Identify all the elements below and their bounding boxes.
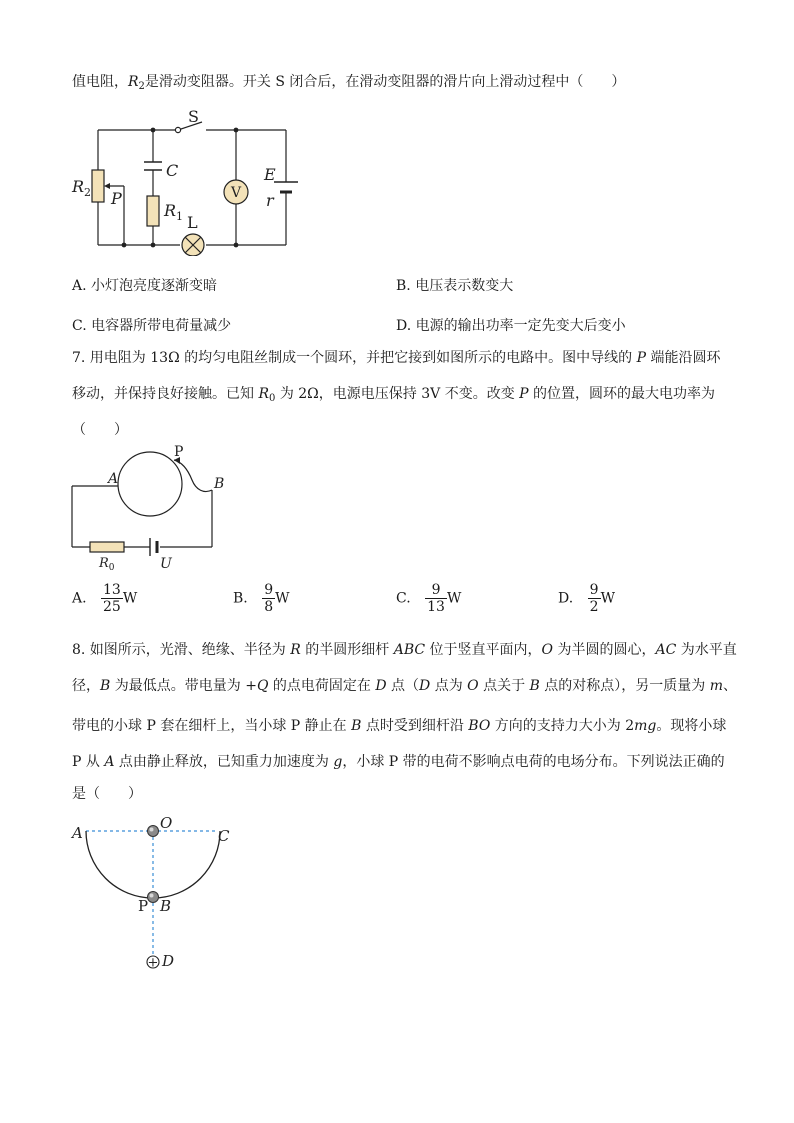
label-a: A (72, 824, 83, 842)
q7-circuit-figure (64, 440, 234, 572)
q6-option-d[interactable]: D. 电源的输出功率一定先变大后变小 (396, 318, 626, 334)
label-c: C (166, 161, 179, 180)
svg-text:V: V (230, 185, 242, 201)
battery-icon (274, 182, 298, 192)
label-a: A (108, 471, 119, 487)
q6-option-a[interactable]: A. 小灯泡亮度逐渐变暗 (72, 278, 218, 294)
label-o: O (160, 814, 173, 832)
resistor-r1-icon (147, 196, 159, 226)
q7-option-d[interactable]: D. $\frac{9}{2}$ W (558, 582, 615, 615)
q8-stem-line4: P 从 A 点由静止释放，已知重力加速度为 g，小球 P 带的电荷不影响点电荷的电场分布。下列说法正确的 (72, 754, 725, 770)
label-e: E (264, 165, 276, 184)
q7-option-b[interactable]: B. $\frac{9}{8}$ W (233, 582, 290, 615)
fraction: $\frac{9}{8}$ (264, 582, 274, 615)
label-p: P (138, 897, 149, 915)
label-r: r (266, 191, 274, 210)
fraction: $\frac{13}{25}$ (103, 582, 121, 615)
fraction: $\frac{9}{2}$ (589, 582, 599, 615)
label-c: C (218, 827, 230, 845)
label-u: U (160, 556, 172, 572)
q8-stem-line5: 是（ ） (72, 786, 142, 802)
battery-icon (150, 538, 157, 556)
label-p: P (111, 189, 122, 208)
q6-option-b[interactable]: B. 电压表示数变大 (396, 278, 514, 294)
lamp-icon (182, 234, 204, 256)
switch-terminal-icon (175, 127, 180, 132)
q7-option-a[interactable]: A. $\frac{13}{25}$ W (72, 582, 138, 615)
q7-stem-line3: （ ） (72, 422, 128, 438)
q6-option-c[interactable]: C. 电容器所带电荷量减少 (72, 318, 232, 334)
q8-stem-line2: 径，B 为最低点。带电量为 +Q 的点电荷固定在 D 点（D 点为 O 点关于 B 点的对称点），另一质量为 m、 (72, 678, 738, 694)
q8-semicircle-figure (68, 810, 238, 975)
q6-circuit-figure (68, 106, 308, 256)
label-r0: $R_0$ (99, 556, 115, 572)
fraction: $\frac{9}{13}$ (427, 582, 445, 615)
label-b: B (214, 476, 225, 492)
q6-stem: 值电阻，$R_2$是滑动变阻器。开关 S 闭合后，在滑动变阻器的滑片向上滑动过程中（ ） (72, 74, 626, 92)
voltmeter-icon (224, 180, 248, 204)
q8-stem-line1: 8. 如图所示，光滑、绝缘、半径为 R 的半圆形细杆 ABC 位于竖直平面内，O 为半圆的圆心，AC 为水平直 (72, 642, 737, 658)
label-l: L (187, 213, 198, 232)
rheostat-r2-icon (92, 170, 104, 202)
ball-o-icon (148, 826, 159, 837)
q7-stem-line1: 7. 用电阻为 13Ω 的均匀电阻丝制成一个圆环，并把它接到如图所示的电路中。图中导线的 P 端能沿圆环 (72, 350, 721, 366)
resistor-r0-icon (90, 542, 124, 552)
svg-text:+: + (147, 955, 159, 971)
label-r2: $R_2$ (72, 177, 92, 199)
label-s: S (188, 107, 199, 126)
label-d: D (162, 952, 175, 970)
label-b: B (160, 897, 172, 915)
label-r1: $R_1$ (164, 201, 184, 223)
q7-stem-line2: 移动，并保持良好接触。已知 $R_0$ 为 2Ω，电源电压保持 3V 不变。改变 P 的位置，圆环的最大电功率为 (72, 386, 716, 404)
capacitor-icon (144, 162, 162, 170)
label-p: P (174, 444, 184, 460)
q8-stem-line3: 带电的小球 P 套在细杆上，当小球 P 静止在 B 点时受到细杆沿 BO 方向的支持力大小为 2mg。现将小球 (72, 718, 727, 734)
q7-option-c[interactable]: C. $\frac{9}{13}$ W (396, 582, 462, 615)
ball-p-icon (148, 892, 159, 903)
